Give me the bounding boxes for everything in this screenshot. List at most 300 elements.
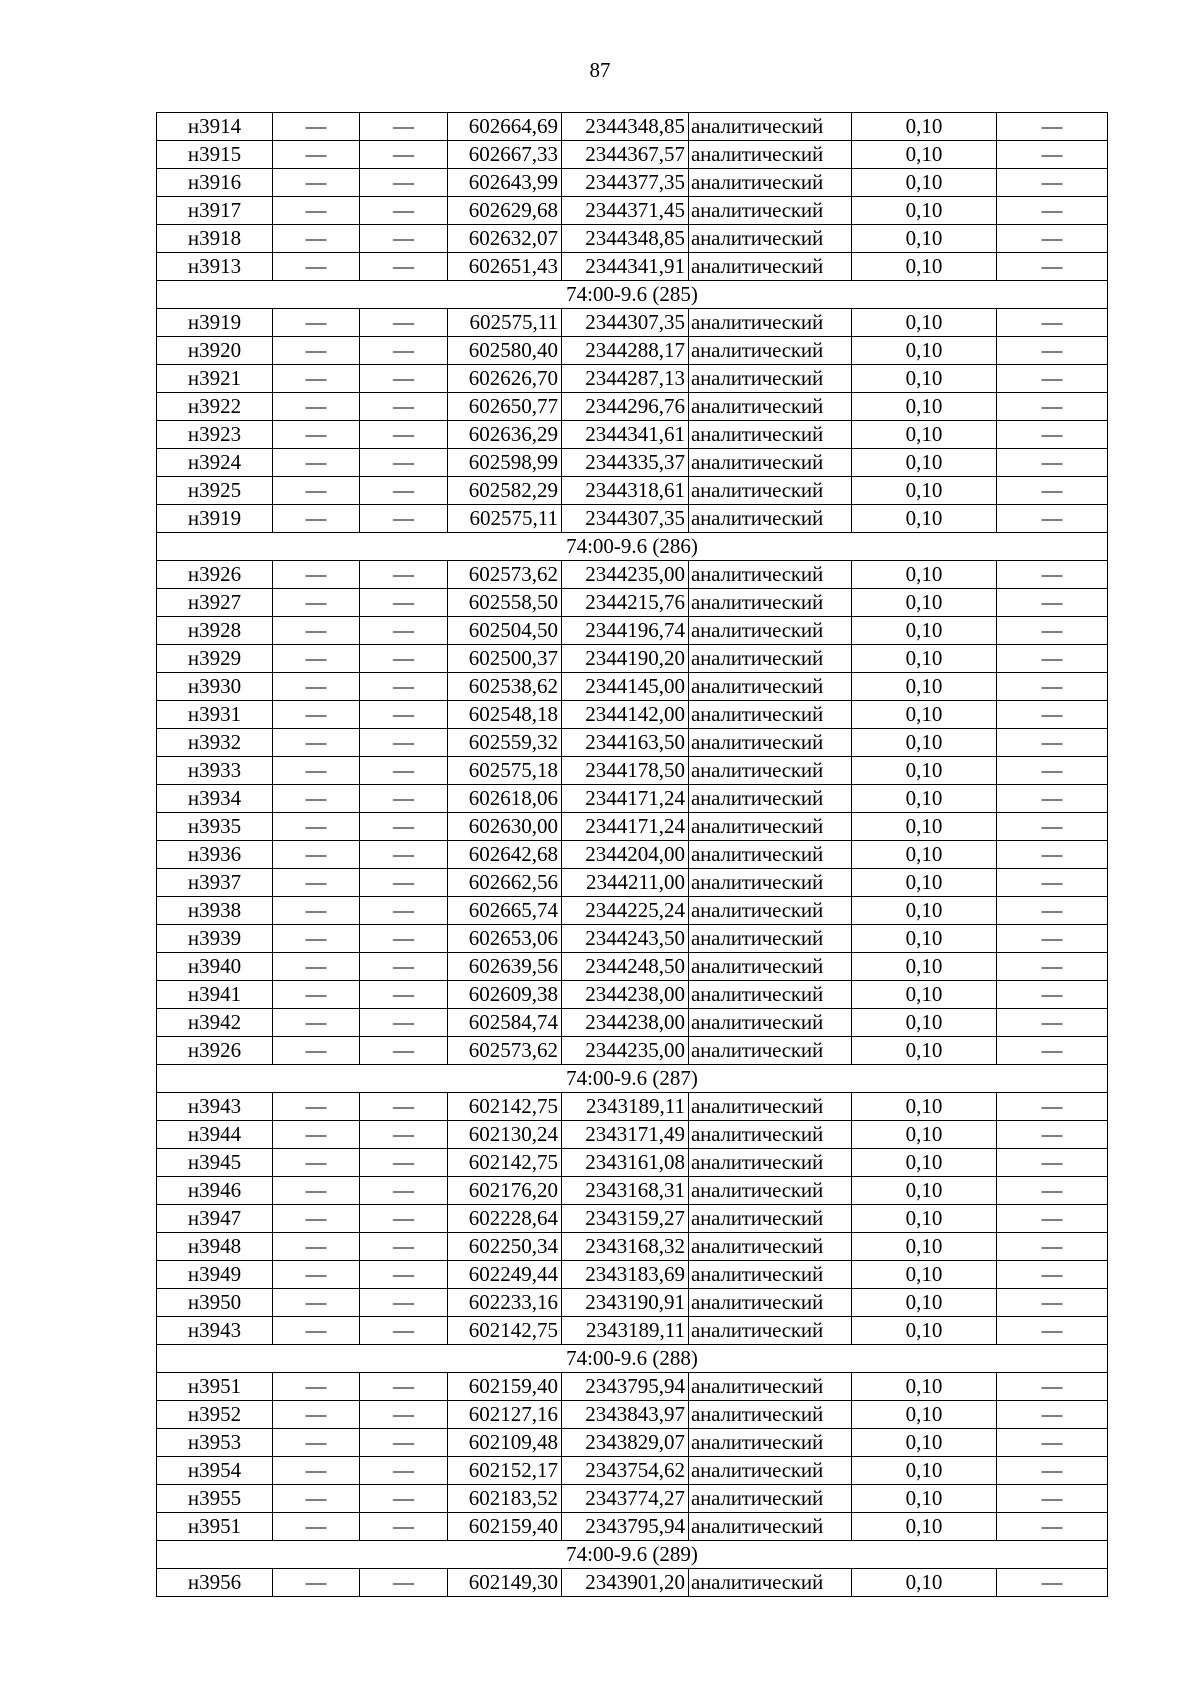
dash-cell: — bbox=[360, 113, 448, 141]
point-cell: н3916 bbox=[157, 169, 273, 197]
x-coordinate-cell: 602632,07 bbox=[448, 225, 562, 253]
point-cell: н3919 bbox=[157, 309, 273, 337]
dash-cell: — bbox=[360, 337, 448, 365]
point-cell: н3940 bbox=[157, 953, 273, 981]
dash-cell: — bbox=[997, 841, 1108, 869]
accuracy-cell: 0,10 bbox=[852, 253, 997, 281]
y-coordinate-cell: 2344288,17 bbox=[562, 337, 689, 365]
y-coordinate-cell: 2343795,94 bbox=[562, 1373, 689, 1401]
dash-cell: — bbox=[997, 1037, 1108, 1065]
accuracy-cell: 0,10 bbox=[852, 505, 997, 533]
dash-cell: — bbox=[273, 141, 360, 169]
y-coordinate-cell: 2344171,24 bbox=[562, 785, 689, 813]
point-cell: н3938 bbox=[157, 897, 273, 925]
table-row bbox=[157, 1457, 1108, 1485]
x-coordinate-cell: 602651,43 bbox=[448, 253, 562, 281]
y-coordinate-cell: 2344238,00 bbox=[562, 981, 689, 1009]
dash-cell: — bbox=[273, 1485, 360, 1513]
table-row bbox=[157, 617, 1108, 645]
table-row bbox=[157, 701, 1108, 729]
y-coordinate-cell: 2344225,24 bbox=[562, 897, 689, 925]
dash-cell: — bbox=[997, 1205, 1108, 1233]
accuracy-cell: 0,10 bbox=[852, 1233, 997, 1261]
dash-cell: — bbox=[360, 1289, 448, 1317]
dash-cell: — bbox=[360, 477, 448, 505]
method-cell: аналитический bbox=[689, 1457, 852, 1485]
method-cell: аналитический bbox=[689, 1317, 852, 1345]
dash-cell: — bbox=[273, 1289, 360, 1317]
method-cell: аналитический bbox=[689, 1401, 852, 1429]
dash-cell: — bbox=[997, 813, 1108, 841]
dash-cell: — bbox=[360, 1457, 448, 1485]
y-coordinate-cell: 2344243,50 bbox=[562, 925, 689, 953]
x-coordinate-cell: 602629,68 bbox=[448, 197, 562, 225]
x-coordinate-cell: 602558,50 bbox=[448, 589, 562, 617]
y-coordinate-cell: 2344377,35 bbox=[562, 169, 689, 197]
accuracy-cell: 0,10 bbox=[852, 785, 997, 813]
dash-cell: — bbox=[997, 1233, 1108, 1261]
x-coordinate-cell: 602233,16 bbox=[448, 1289, 562, 1317]
x-coordinate-cell: 602575,11 bbox=[448, 505, 562, 533]
point-cell: н3928 bbox=[157, 617, 273, 645]
y-coordinate-cell: 2344341,91 bbox=[562, 253, 689, 281]
x-coordinate-cell: 602130,24 bbox=[448, 1121, 562, 1149]
dash-cell: — bbox=[273, 1177, 360, 1205]
method-cell: аналитический bbox=[689, 645, 852, 673]
table-row bbox=[157, 309, 1108, 337]
table-row bbox=[157, 1373, 1108, 1401]
dash-cell: — bbox=[997, 1485, 1108, 1513]
table-row bbox=[157, 477, 1108, 505]
method-cell: аналитический bbox=[689, 813, 852, 841]
y-coordinate-cell: 2344145,00 bbox=[562, 673, 689, 701]
dash-cell: — bbox=[360, 869, 448, 897]
method-cell: аналитический bbox=[689, 701, 852, 729]
point-cell: н3949 bbox=[157, 1261, 273, 1289]
method-cell: аналитический bbox=[689, 589, 852, 617]
dash-cell: — bbox=[273, 701, 360, 729]
method-cell: аналитический bbox=[689, 729, 852, 757]
x-coordinate-cell: 602250,34 bbox=[448, 1233, 562, 1261]
dash-cell: — bbox=[997, 393, 1108, 421]
x-coordinate-cell: 602664,69 bbox=[448, 113, 562, 141]
method-cell: аналитический bbox=[689, 1261, 852, 1289]
dash-cell: — bbox=[273, 1401, 360, 1429]
y-coordinate-cell: 2343168,31 bbox=[562, 1177, 689, 1205]
y-coordinate-cell: 2343795,94 bbox=[562, 1513, 689, 1541]
accuracy-cell: 0,10 bbox=[852, 1317, 997, 1345]
y-coordinate-cell: 2343189,11 bbox=[562, 1093, 689, 1121]
dash-cell: — bbox=[997, 113, 1108, 141]
dash-cell: — bbox=[360, 1233, 448, 1261]
table-row bbox=[157, 1289, 1108, 1317]
dash-cell: — bbox=[997, 1457, 1108, 1485]
dash-cell: — bbox=[997, 729, 1108, 757]
point-cell: н3930 bbox=[157, 673, 273, 701]
dash-cell: — bbox=[997, 1317, 1108, 1345]
dash-cell: — bbox=[273, 785, 360, 813]
dash-cell: — bbox=[997, 869, 1108, 897]
method-cell: аналитический bbox=[689, 617, 852, 645]
method-cell: аналитический bbox=[689, 197, 852, 225]
dash-cell: — bbox=[360, 673, 448, 701]
section-header-row bbox=[157, 1065, 1108, 1093]
dash-cell: — bbox=[360, 981, 448, 1009]
dash-cell: — bbox=[273, 253, 360, 281]
accuracy-cell: 0,10 bbox=[852, 1093, 997, 1121]
accuracy-cell: 0,10 bbox=[852, 953, 997, 981]
table-row bbox=[157, 1317, 1108, 1345]
dash-cell: — bbox=[360, 785, 448, 813]
y-coordinate-cell: 2343843,97 bbox=[562, 1401, 689, 1429]
method-cell: аналитический bbox=[689, 365, 852, 393]
method-cell: аналитический bbox=[689, 1429, 852, 1457]
x-coordinate-cell: 602142,75 bbox=[448, 1149, 562, 1177]
dash-cell: — bbox=[997, 477, 1108, 505]
x-coordinate-cell: 602573,62 bbox=[448, 561, 562, 589]
section-title: 74:00-9.6 (285) bbox=[157, 281, 1108, 309]
x-coordinate-cell: 602152,17 bbox=[448, 1457, 562, 1485]
point-cell: н3951 bbox=[157, 1373, 273, 1401]
point-cell: н3923 bbox=[157, 421, 273, 449]
dash-cell: — bbox=[273, 757, 360, 785]
dash-cell: — bbox=[273, 645, 360, 673]
method-cell: аналитический bbox=[689, 421, 852, 449]
y-coordinate-cell: 2344196,74 bbox=[562, 617, 689, 645]
x-coordinate-cell: 602575,18 bbox=[448, 757, 562, 785]
dash-cell: — bbox=[273, 477, 360, 505]
dash-cell: — bbox=[360, 169, 448, 197]
accuracy-cell: 0,10 bbox=[852, 1513, 997, 1541]
dash-cell: — bbox=[997, 673, 1108, 701]
point-cell: н3953 bbox=[157, 1429, 273, 1457]
accuracy-cell: 0,10 bbox=[852, 477, 997, 505]
section-header-row bbox=[157, 1345, 1108, 1373]
dash-cell: — bbox=[360, 1205, 448, 1233]
dash-cell: — bbox=[997, 421, 1108, 449]
method-cell: аналитический bbox=[689, 757, 852, 785]
method-cell: аналитический bbox=[689, 1037, 852, 1065]
dash-cell: — bbox=[360, 1485, 448, 1513]
method-cell: аналитический bbox=[689, 953, 852, 981]
accuracy-cell: 0,10 bbox=[852, 869, 997, 897]
x-coordinate-cell: 602500,37 bbox=[448, 645, 562, 673]
dash-cell: — bbox=[997, 589, 1108, 617]
table-row bbox=[157, 561, 1108, 589]
accuracy-cell: 0,10 bbox=[852, 141, 997, 169]
x-coordinate-cell: 602580,40 bbox=[448, 337, 562, 365]
page-number: 87 bbox=[589, 58, 611, 82]
y-coordinate-cell: 2343754,62 bbox=[562, 1457, 689, 1485]
dash-cell: — bbox=[273, 1569, 360, 1597]
dash-cell: — bbox=[273, 449, 360, 477]
accuracy-cell: 0,10 bbox=[852, 589, 997, 617]
y-coordinate-cell: 2344163,50 bbox=[562, 729, 689, 757]
accuracy-cell: 0,10 bbox=[852, 393, 997, 421]
dash-cell: — bbox=[997, 1093, 1108, 1121]
accuracy-cell: 0,10 bbox=[852, 1289, 997, 1317]
point-cell: н3934 bbox=[157, 785, 273, 813]
dash-cell: — bbox=[997, 1373, 1108, 1401]
x-coordinate-cell: 602639,56 bbox=[448, 953, 562, 981]
accuracy-cell: 0,10 bbox=[852, 1373, 997, 1401]
accuracy-cell: 0,10 bbox=[852, 1429, 997, 1457]
x-coordinate-cell: 602582,29 bbox=[448, 477, 562, 505]
table-row bbox=[157, 421, 1108, 449]
y-coordinate-cell: 2343189,11 bbox=[562, 1317, 689, 1345]
table-row bbox=[157, 505, 1108, 533]
accuracy-cell: 0,10 bbox=[852, 1569, 997, 1597]
dash-cell: — bbox=[273, 729, 360, 757]
dash-cell: — bbox=[273, 813, 360, 841]
accuracy-cell: 0,10 bbox=[852, 113, 997, 141]
table-row bbox=[157, 1121, 1108, 1149]
point-cell: н3942 bbox=[157, 1009, 273, 1037]
dash-cell: — bbox=[360, 1513, 448, 1541]
table-row bbox=[157, 673, 1108, 701]
dash-cell: — bbox=[273, 897, 360, 925]
accuracy-cell: 0,10 bbox=[852, 1121, 997, 1149]
method-cell: аналитический bbox=[689, 1121, 852, 1149]
dash-cell: — bbox=[360, 449, 448, 477]
y-coordinate-cell: 2343829,07 bbox=[562, 1429, 689, 1457]
dash-cell: — bbox=[360, 1121, 448, 1149]
x-coordinate-cell: 602538,62 bbox=[448, 673, 562, 701]
x-coordinate-cell: 602609,38 bbox=[448, 981, 562, 1009]
method-cell: аналитический bbox=[689, 1093, 852, 1121]
y-coordinate-cell: 2344248,50 bbox=[562, 953, 689, 981]
table-row bbox=[157, 1205, 1108, 1233]
dash-cell: — bbox=[273, 673, 360, 701]
table-row bbox=[157, 1261, 1108, 1289]
point-cell: н3918 bbox=[157, 225, 273, 253]
dash-cell: — bbox=[273, 337, 360, 365]
x-coordinate-cell: 602636,29 bbox=[448, 421, 562, 449]
table-row bbox=[157, 1009, 1108, 1037]
x-coordinate-cell: 602643,99 bbox=[448, 169, 562, 197]
method-cell: аналитический bbox=[689, 1177, 852, 1205]
dash-cell: — bbox=[273, 421, 360, 449]
accuracy-cell: 0,10 bbox=[852, 169, 997, 197]
dash-cell: — bbox=[273, 1513, 360, 1541]
accuracy-cell: 0,10 bbox=[852, 813, 997, 841]
dash-cell: — bbox=[360, 365, 448, 393]
dash-cell: — bbox=[273, 841, 360, 869]
accuracy-cell: 0,10 bbox=[852, 1037, 997, 1065]
method-cell: аналитический bbox=[689, 1289, 852, 1317]
method-cell: аналитический bbox=[689, 897, 852, 925]
x-coordinate-cell: 602653,06 bbox=[448, 925, 562, 953]
table-row bbox=[157, 197, 1108, 225]
dash-cell: — bbox=[997, 981, 1108, 1009]
method-cell: аналитический bbox=[689, 1205, 852, 1233]
table-row bbox=[157, 449, 1108, 477]
section-header-row bbox=[157, 281, 1108, 309]
dash-cell: — bbox=[997, 1569, 1108, 1597]
section-header-row bbox=[157, 1541, 1108, 1569]
dash-cell: — bbox=[273, 365, 360, 393]
table-row bbox=[157, 365, 1108, 393]
dash-cell: — bbox=[273, 1457, 360, 1485]
point-cell: н3943 bbox=[157, 1317, 273, 1345]
method-cell: аналитический bbox=[689, 981, 852, 1009]
dash-cell: — bbox=[360, 1317, 448, 1345]
method-cell: аналитический bbox=[689, 925, 852, 953]
table-row bbox=[157, 953, 1108, 981]
dash-cell: — bbox=[360, 953, 448, 981]
x-coordinate-cell: 602176,20 bbox=[448, 1177, 562, 1205]
dash-cell: — bbox=[273, 869, 360, 897]
method-cell: аналитический bbox=[689, 1233, 852, 1261]
y-coordinate-cell: 2344204,00 bbox=[562, 841, 689, 869]
dash-cell: — bbox=[273, 505, 360, 533]
table-row bbox=[157, 981, 1108, 1009]
table-row bbox=[157, 337, 1108, 365]
dash-cell: — bbox=[360, 925, 448, 953]
dash-cell: — bbox=[273, 169, 360, 197]
method-cell: аналитический bbox=[689, 1149, 852, 1177]
point-cell: н3926 bbox=[157, 1037, 273, 1065]
point-cell: н3943 bbox=[157, 1093, 273, 1121]
accuracy-cell: 0,10 bbox=[852, 701, 997, 729]
point-cell: н3932 bbox=[157, 729, 273, 757]
y-coordinate-cell: 2343159,27 bbox=[562, 1205, 689, 1233]
section-title: 74:00-9.6 (289) bbox=[157, 1541, 1108, 1569]
method-cell: аналитический bbox=[689, 1569, 852, 1597]
dash-cell: — bbox=[997, 1121, 1108, 1149]
method-cell: аналитический bbox=[689, 1373, 852, 1401]
point-cell: н3947 bbox=[157, 1205, 273, 1233]
x-coordinate-cell: 602142,75 bbox=[448, 1317, 562, 1345]
dash-cell: — bbox=[997, 197, 1108, 225]
point-cell: н3920 bbox=[157, 337, 273, 365]
point-cell: н3939 bbox=[157, 925, 273, 953]
method-cell: аналитический bbox=[689, 561, 852, 589]
y-coordinate-cell: 2343168,32 bbox=[562, 1233, 689, 1261]
x-coordinate-cell: 602127,16 bbox=[448, 1401, 562, 1429]
point-cell: н3941 bbox=[157, 981, 273, 1009]
table-row bbox=[157, 589, 1108, 617]
dash-cell: — bbox=[360, 1037, 448, 1065]
dash-cell: — bbox=[997, 925, 1108, 953]
dash-cell: — bbox=[360, 1149, 448, 1177]
table-row bbox=[157, 645, 1108, 673]
dash-cell: — bbox=[273, 617, 360, 645]
point-cell: н3926 bbox=[157, 561, 273, 589]
point-cell: н3924 bbox=[157, 449, 273, 477]
table-row bbox=[157, 1177, 1108, 1205]
x-coordinate-cell: 602573,62 bbox=[448, 1037, 562, 1065]
method-cell: аналитический bbox=[689, 673, 852, 701]
y-coordinate-cell: 2344190,20 bbox=[562, 645, 689, 673]
method-cell: аналитический bbox=[689, 477, 852, 505]
accuracy-cell: 0,10 bbox=[852, 617, 997, 645]
dash-cell: — bbox=[360, 757, 448, 785]
table-row bbox=[157, 897, 1108, 925]
table-row bbox=[157, 141, 1108, 169]
accuracy-cell: 0,10 bbox=[852, 309, 997, 337]
table-row bbox=[157, 1149, 1108, 1177]
y-coordinate-cell: 2344348,85 bbox=[562, 225, 689, 253]
x-coordinate-cell: 602598,99 bbox=[448, 449, 562, 477]
table-row bbox=[157, 785, 1108, 813]
dash-cell: — bbox=[360, 421, 448, 449]
y-coordinate-cell: 2344335,37 bbox=[562, 449, 689, 477]
method-cell: аналитический bbox=[689, 449, 852, 477]
dash-cell: — bbox=[360, 309, 448, 337]
y-coordinate-cell: 2343901,20 bbox=[562, 1569, 689, 1597]
section-header-row bbox=[157, 533, 1108, 561]
x-coordinate-cell: 602650,77 bbox=[448, 393, 562, 421]
x-coordinate-cell: 602630,00 bbox=[448, 813, 562, 841]
dash-cell: — bbox=[997, 337, 1108, 365]
dash-cell: — bbox=[360, 505, 448, 533]
dash-cell: — bbox=[360, 841, 448, 869]
dash-cell: — bbox=[360, 701, 448, 729]
x-coordinate-cell: 602667,33 bbox=[448, 141, 562, 169]
accuracy-cell: 0,10 bbox=[852, 197, 997, 225]
table-row bbox=[157, 1233, 1108, 1261]
y-coordinate-cell: 2344287,13 bbox=[562, 365, 689, 393]
y-coordinate-cell: 2344215,76 bbox=[562, 589, 689, 617]
section-title: 74:00-9.6 (288) bbox=[157, 1345, 1108, 1373]
method-cell: аналитический bbox=[689, 337, 852, 365]
x-coordinate-cell: 602665,74 bbox=[448, 897, 562, 925]
y-coordinate-cell: 2343190,91 bbox=[562, 1289, 689, 1317]
dash-cell: — bbox=[997, 1513, 1108, 1541]
point-cell: н3914 bbox=[157, 113, 273, 141]
accuracy-cell: 0,10 bbox=[852, 1485, 997, 1513]
y-coordinate-cell: 2344178,50 bbox=[562, 757, 689, 785]
dash-cell: — bbox=[360, 1429, 448, 1457]
point-cell: н3925 bbox=[157, 477, 273, 505]
dash-cell: — bbox=[360, 561, 448, 589]
dash-cell: — bbox=[360, 141, 448, 169]
dash-cell: — bbox=[997, 1289, 1108, 1317]
point-cell: н3917 bbox=[157, 197, 273, 225]
table-row bbox=[157, 1429, 1108, 1457]
table-row bbox=[157, 225, 1108, 253]
dash-cell: — bbox=[997, 141, 1108, 169]
x-coordinate-cell: 602249,44 bbox=[448, 1261, 562, 1289]
dash-cell: — bbox=[997, 953, 1108, 981]
dash-cell: — bbox=[273, 1205, 360, 1233]
method-cell: аналитический bbox=[689, 841, 852, 869]
dash-cell: — bbox=[997, 225, 1108, 253]
dash-cell: — bbox=[273, 113, 360, 141]
dash-cell: — bbox=[273, 309, 360, 337]
accuracy-cell: 0,10 bbox=[852, 925, 997, 953]
y-coordinate-cell: 2343774,27 bbox=[562, 1485, 689, 1513]
dash-cell: — bbox=[360, 897, 448, 925]
dash-cell: — bbox=[273, 225, 360, 253]
x-coordinate-cell: 602109,48 bbox=[448, 1429, 562, 1457]
dash-cell: — bbox=[360, 1261, 448, 1289]
dash-cell: — bbox=[273, 925, 360, 953]
accuracy-cell: 0,10 bbox=[852, 673, 997, 701]
table-row bbox=[157, 1513, 1108, 1541]
y-coordinate-cell: 2343171,49 bbox=[562, 1121, 689, 1149]
dash-cell: — bbox=[360, 1401, 448, 1429]
point-cell: н3931 bbox=[157, 701, 273, 729]
dash-cell: — bbox=[997, 1401, 1108, 1429]
section-title: 74:00-9.6 (287) bbox=[157, 1065, 1108, 1093]
dash-cell: — bbox=[997, 169, 1108, 197]
dash-cell: — bbox=[997, 309, 1108, 337]
method-cell: аналитический bbox=[689, 253, 852, 281]
dash-cell: — bbox=[360, 225, 448, 253]
method-cell: аналитический bbox=[689, 1513, 852, 1541]
